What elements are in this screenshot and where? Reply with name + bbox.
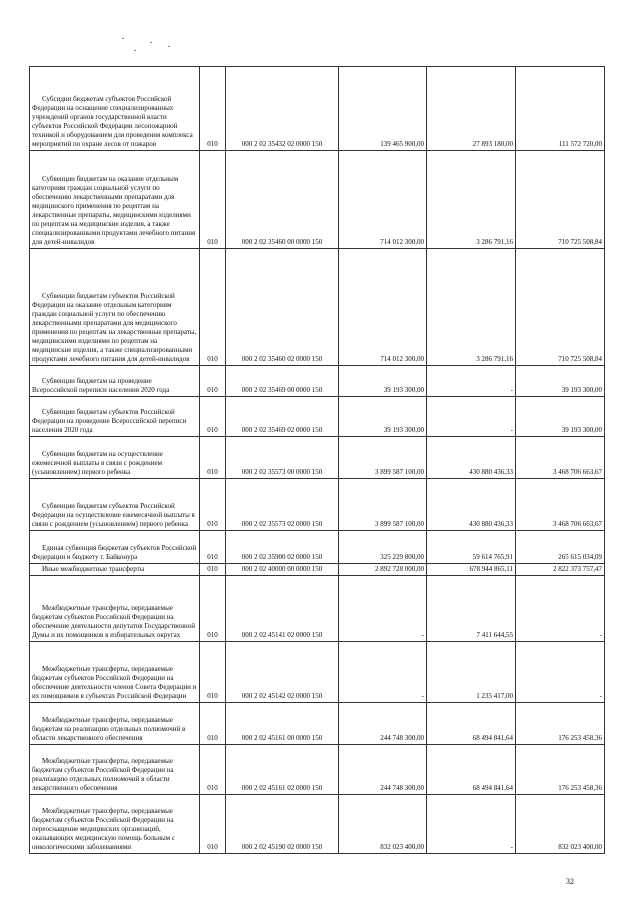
table-row (30, 249, 605, 366)
table-row (30, 437, 605, 479)
row-code: 010 (200, 745, 226, 795)
table-row (30, 151, 605, 249)
row-code: 010 (200, 67, 226, 151)
row-executed: 430 880 436,33 (427, 437, 516, 479)
row-kbk: 000 2 02 35469 00 0000 150 (226, 366, 339, 397)
row-name: Межбюджетные трансферты, передаваемые бюджетам субъектов Российской Федерации на переоснащение медицинских организаций, оказывающих медицинскую помощь больным с онкологическими заболеваниями (30, 795, 200, 854)
scan-speck (168, 46, 170, 47)
row-remaining: 111 572 720,00 (516, 67, 605, 151)
row-remaining: - (516, 642, 605, 703)
row-kbk: 000 2 02 45142 02 0000 150 (226, 642, 339, 703)
row-name: Субвенции бюджетам субъектов Российской Федерации на оказание отдельным категориям граждан социальной услуги по обеспечению лекарственными препаратами для медицинского применения по рецептам на лекарственные препараты, медицинскими изделиями по рецептам на медицинские изделия, а также специализированными продуктами лечебного питания для детей-инвалидов (30, 249, 200, 366)
row-approved: 3 899 587 100,00 (339, 437, 427, 479)
row-code: 010 (200, 366, 226, 397)
table-row (30, 479, 605, 531)
row-remaining: 3 468 706 663,67 (516, 437, 605, 479)
row-executed: 3 286 791,16 (427, 151, 516, 249)
row-kbk: 000 2 02 40000 00 0000 150 (226, 564, 339, 576)
row-code: 010 (200, 479, 226, 531)
row-kbk: 000 2 02 35460 00 0000 150 (226, 151, 339, 249)
row-executed: - (427, 397, 516, 437)
scan-speck (134, 50, 136, 51)
table-row (30, 531, 605, 564)
row-approved: - (339, 576, 427, 642)
row-name: Субсидии бюджетам субъектов Российской Федерации на оснащение специализированных учреждений органов государственной власти субъектов Российской Федерации лесопожарной техникой и оборудованием для проведения комплекса мероприятий по охране лесов от пожаров (30, 67, 200, 151)
row-code: 010 (200, 703, 226, 745)
table-row (30, 397, 605, 437)
row-executed: 59 614 765,91 (427, 531, 516, 564)
row-remaining: - (516, 576, 605, 642)
row-code: 010 (200, 397, 226, 437)
row-approved: - (339, 642, 427, 703)
row-approved: 714 012 300,00 (339, 249, 427, 366)
row-executed: 430 880 436,33 (427, 479, 516, 531)
row-kbk: 000 2 02 45141 02 0000 150 (226, 576, 339, 642)
row-approved: 832 023 400,00 (339, 795, 427, 854)
row-kbk: 000 2 02 35460 02 0000 150 (226, 249, 339, 366)
row-executed: 3 286 791,16 (427, 249, 516, 366)
row-executed: 27 893 180,00 (427, 67, 516, 151)
row-approved: 2 892 728 000,00 (339, 564, 427, 576)
table-row (30, 564, 605, 576)
row-approved: 714 012 300,00 (339, 151, 427, 249)
table-row (30, 795, 605, 854)
row-approved: 244 748 300,00 (339, 703, 427, 745)
scan-speck (122, 38, 124, 39)
row-executed: 1 235 417,00 (427, 642, 516, 703)
table-row (30, 745, 605, 795)
row-name: Субвенции бюджетам на осуществление ежемесячной выплаты в связи с рождением (усыновлением) первого ребенка (30, 437, 200, 479)
row-remaining: 176 253 458,36 (516, 745, 605, 795)
row-code: 010 (200, 437, 226, 479)
row-remaining: 2 822 373 757,47 (516, 564, 605, 576)
row-name: Субвенции бюджетам на оказание отдельным категориям граждан социальной услуги по обеспечению лекарственными препаратами для медицинского применения по рецептам на лекарственные препараты, медицинскими изделиями по рецептам на медицинские изделия, а также специализированными продуктами лечебного питания для детей-инвалидов (30, 151, 200, 249)
row-code: 010 (200, 151, 226, 249)
row-name: Межбюджетные трансферты, передаваемые бюджетам субъектов Российской Федерации на реализацию отдельных полномочий в области лекарственного обеспечения (30, 745, 200, 795)
row-approved: 3 899 587 100,00 (339, 479, 427, 531)
row-executed: - (427, 795, 516, 854)
row-name: Единая субвенция бюджетам субъектов Российской Федерации и бюджету г. Байконура (30, 531, 200, 564)
row-kbk: 000 2 02 45190 02 0000 150 (226, 795, 339, 854)
row-remaining: 832 023 400,00 (516, 795, 605, 854)
row-name: Иные межбюджетные трансферты (30, 564, 200, 576)
row-executed: - (427, 366, 516, 397)
row-code: 010 (200, 564, 226, 576)
row-code: 010 (200, 795, 226, 854)
table-row (30, 703, 605, 745)
row-executed: 68 494 841,64 (427, 745, 516, 795)
row-code: 010 (200, 249, 226, 366)
row-executed: 678 944 865,11 (427, 564, 516, 576)
row-kbk: 000 2 02 35573 00 0000 150 (226, 437, 339, 479)
scan-speck (150, 42, 152, 43)
row-kbk: 000 2 02 35469 02 0000 150 (226, 397, 339, 437)
row-remaining: 176 253 458,36 (516, 703, 605, 745)
row-name: Субвенции бюджетам субъектов Российской Федерации на проведение Всероссийской переписи населения 2020 года (30, 397, 200, 437)
table-row (30, 642, 605, 703)
row-remaining: 710 725 508,84 (516, 151, 605, 249)
row-name: Субвенции бюджетам на проведение Всероссийской переписи населения 2020 года (30, 366, 200, 397)
row-remaining: 710 725 508,84 (516, 249, 605, 366)
row-kbk: 000 2 02 35432 02 0000 150 (226, 67, 339, 151)
row-executed: 7 411 644,55 (427, 576, 516, 642)
row-remaining: 265 615 034,09 (516, 531, 605, 564)
table-row (30, 67, 605, 151)
row-executed: 68 494 841,64 (427, 703, 516, 745)
table-row (30, 576, 605, 642)
row-approved: 325 229 800,00 (339, 531, 427, 564)
row-name: Субвенции бюджетам субъектов Российской Федерации на осуществление ежемесячной выплаты в связи с рождением (усыновлением) первого ребенка (30, 479, 200, 531)
row-approved: 244 748 300,00 (339, 745, 427, 795)
row-approved: 39 193 300,00 (339, 397, 427, 437)
row-code: 010 (200, 576, 226, 642)
row-name: Межбюджетные трансферты, передаваемые бюджетам субъектов Российской Федерации на обеспечение деятельности членов Совета Федерации и их помощников в субъектах Российской Федерации (30, 642, 200, 703)
row-approved: 39 193 300,00 (339, 366, 427, 397)
row-approved: 139 465 900,00 (339, 67, 427, 151)
row-kbk: 000 2 02 35573 02 0000 150 (226, 479, 339, 531)
row-code: 010 (200, 531, 226, 564)
row-remaining: 39 193 300,00 (516, 397, 605, 437)
row-remaining: 3 468 706 663,67 (516, 479, 605, 531)
row-name: Межбюджетные трансферты, передаваемые бюджетам на реализацию отдельных полномочий в области лекарственного обеспечения (30, 703, 200, 745)
budget-table (29, 66, 605, 854)
row-code: 010 (200, 642, 226, 703)
row-kbk: 000 2 02 35900 02 0000 150 (226, 531, 339, 564)
row-kbk: 000 2 02 45161 02 0000 150 (226, 745, 339, 795)
row-name: Межбюджетные трансферты, передаваемые бюджетам субъектов Российской Федерации на обеспечение деятельности депутатов Государственной Думы и их помощников в избирательных округах (30, 576, 200, 642)
row-remaining: 39 193 300,00 (516, 366, 605, 397)
page-number: 32 (566, 877, 574, 886)
row-kbk: 000 2 02 45161 00 0000 150 (226, 703, 339, 745)
table-row (30, 366, 605, 397)
